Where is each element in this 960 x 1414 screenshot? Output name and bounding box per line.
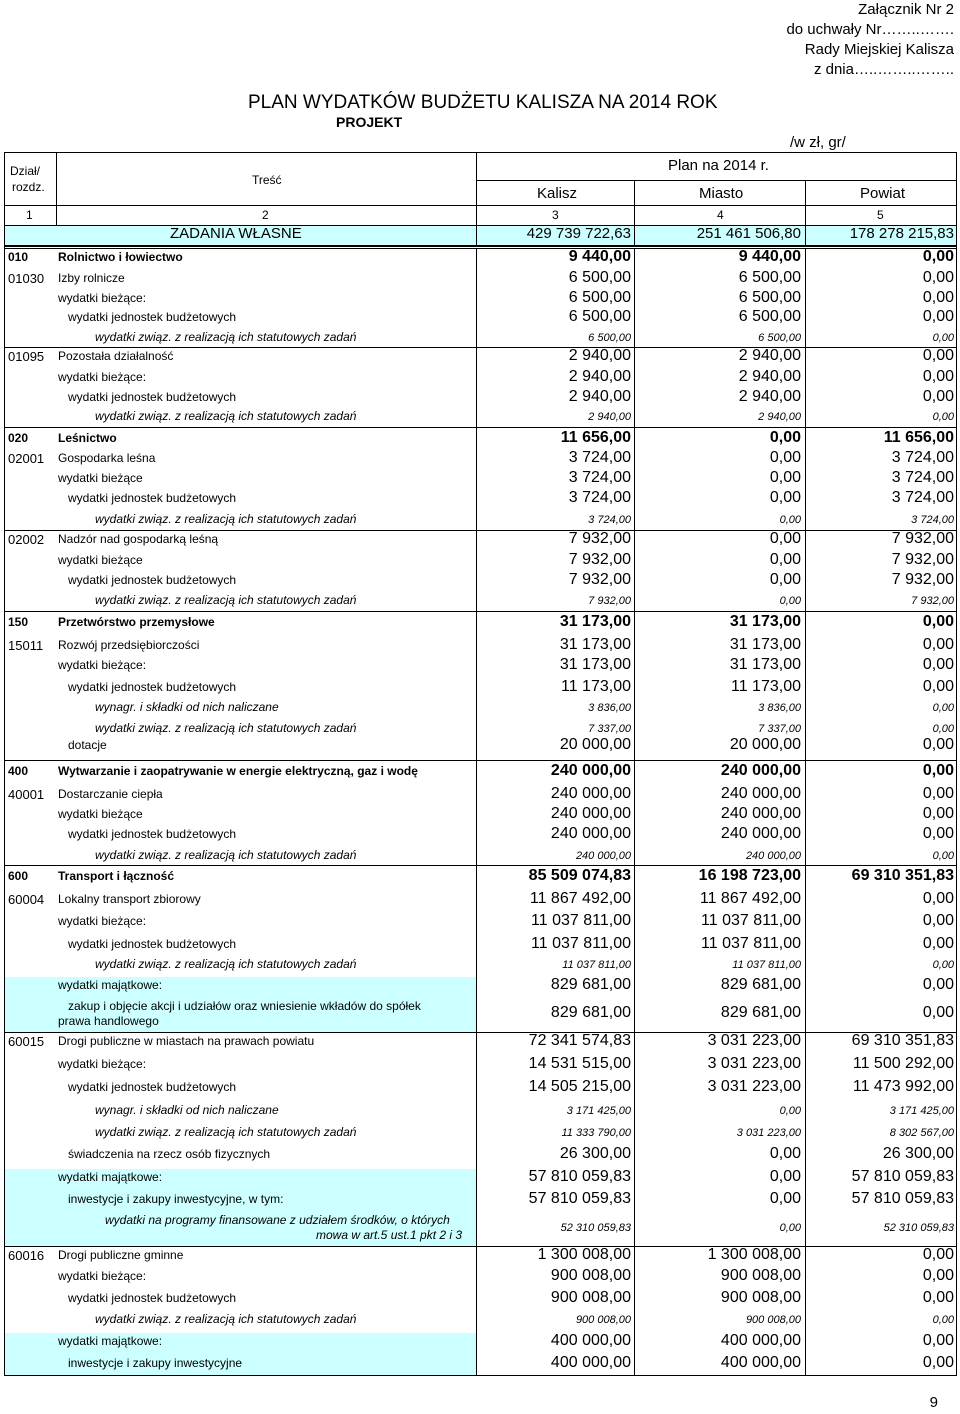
amount-kalisz: 7 932,00: [568, 571, 631, 588]
amount-miasto: 240 000,00: [745, 850, 801, 862]
amount-powiat: 69 310 351,83: [851, 867, 954, 884]
amount-powiat: 0,00: [922, 656, 954, 673]
amount-powiat: 3 724,00: [891, 469, 954, 486]
row-label: Rozwój przedsiębiorczości: [58, 638, 200, 652]
amount-powiat: 0,00: [932, 723, 954, 735]
header-kalisz: Kalisz: [537, 185, 578, 202]
amount-powiat: 0,00: [922, 762, 954, 779]
header-rozdz: rozdz.: [12, 180, 45, 194]
amount-kalisz: 7 932,00: [568, 530, 631, 547]
amount-kalisz: 11 037 811,00: [531, 912, 631, 929]
amount-kalisz: 11 656,00: [560, 429, 631, 446]
amount-miasto: 3 836,00: [758, 702, 801, 714]
amount-powiat: 0,00: [932, 411, 954, 423]
amount-powiat: 0,00: [922, 289, 954, 306]
row-label: wydatki jednostek budżetowych: [68, 937, 237, 951]
row-label: Gospodarka leśna: [58, 451, 156, 465]
amount-kalisz: 57 810 059,83: [528, 1190, 631, 1207]
amount-powiat: 26 300,00: [882, 1145, 954, 1162]
amount-powiat: 0,00: [922, 1354, 954, 1371]
amount-miasto: 11 037 811,00: [732, 959, 801, 971]
amount-kalisz: 6 500,00: [568, 308, 631, 325]
amount-miasto: 3 031 223,00: [707, 1032, 801, 1049]
row-label: wydatki związ. z realizacją ich statutowych zadań: [95, 957, 357, 971]
amount-kalisz: 2 940,00: [568, 347, 631, 364]
amount-miasto: 240 000,00: [720, 825, 801, 842]
amount-miasto: 11 173,00: [731, 678, 801, 695]
header-plan: Plan na 2014 r.: [668, 157, 769, 174]
amount-miasto: 829 681,00: [720, 976, 801, 993]
amount-powiat: 7 932,00: [891, 571, 954, 588]
row-label: inwestycje i zakupy inwestycyjne: [68, 1356, 243, 1370]
row-label: Transport i łączność: [58, 869, 175, 883]
section-divider: [4, 865, 957, 866]
section-divider: [4, 427, 957, 428]
row-label: Drogi publiczne w miastach na prawach powiatu: [58, 1034, 315, 1048]
amount-powiat: 0,00: [922, 347, 954, 364]
row-label: Leśnictwo: [58, 431, 117, 445]
amount-powiat: 0,00: [922, 935, 954, 952]
row-label: wydatki jednostek budżetowych: [68, 1291, 237, 1305]
row-code: 020: [8, 431, 29, 445]
row-label: Wytwarzanie i zaopatrywanie w energie elektryczną, gaz i wodę: [58, 764, 418, 778]
amount-kalisz: 900 008,00: [575, 1314, 631, 1326]
row-label: Nadzór nad gospodarką leśną: [58, 532, 219, 546]
row-code: 60004: [8, 892, 45, 907]
row-label: wydatki jednostek budżetowych: [68, 310, 237, 324]
row-label: wydatki bieżące:: [58, 658, 147, 672]
amount-miasto: 240 000,00: [720, 762, 801, 779]
amount-miasto: 400 000,00: [720, 1354, 801, 1371]
amount-powiat: 52 310 059,83: [883, 1222, 954, 1234]
row-label: wydatki bieżące:: [58, 1269, 147, 1283]
amount-miasto: 0,00: [769, 469, 801, 486]
amount-miasto: 2 940,00: [738, 388, 801, 405]
amount-kalisz: 240 000,00: [550, 825, 631, 842]
amount-powiat: 0,00: [922, 890, 954, 907]
amount-miasto: 400 000,00: [720, 1332, 801, 1349]
row-label: dotacje: [68, 738, 107, 752]
amount-miasto: 0,00: [769, 1145, 801, 1162]
amount-miasto: 6 500,00: [758, 332, 801, 344]
amount-powiat: 0,00: [922, 613, 954, 630]
row-label: wydatki na programy finansowane z udziałem środków, o których: [105, 1213, 450, 1227]
header-miasto: Miasto: [699, 185, 744, 202]
amount-kalisz: 3 171 425,00: [566, 1105, 631, 1117]
amount-powiat: 69 310 351,83: [851, 1032, 954, 1049]
row-label: wydatki bieżące: [58, 553, 143, 567]
amount-kalisz: 11 173,00: [561, 678, 631, 695]
row-label: Izby rolnicze: [58, 271, 125, 285]
amount-kalisz: 6 500,00: [568, 269, 631, 286]
amount-miasto: 3 031 223,00: [736, 1127, 801, 1139]
amount-powiat: 0,00: [932, 959, 954, 971]
amount-kalisz: 240 000,00: [550, 785, 631, 802]
row-label: wynagr. i składki od nich naliczane: [95, 700, 279, 714]
header-tresc: Treść: [252, 173, 282, 187]
amount-powiat: 0,00: [922, 825, 954, 842]
row-code: 60016: [8, 1248, 45, 1263]
amount-kalisz: 400 000,00: [550, 1332, 631, 1349]
amount-powiat: 0,00: [922, 1332, 954, 1349]
row-label: wydatki bieżące:: [58, 1057, 147, 1071]
amount-kalisz: 900 008,00: [550, 1267, 631, 1284]
amount-miasto: 0,00: [769, 1168, 801, 1185]
row-code: 150: [8, 615, 29, 629]
amount-miasto: 0,00: [769, 429, 801, 446]
amount-kalisz: 7 932,00: [588, 595, 631, 607]
amount-powiat: 3 724,00: [891, 489, 954, 506]
amount-kalisz: 7 932,00: [568, 551, 631, 568]
amount-powiat: 57 810 059,83: [851, 1190, 954, 1207]
row-code: 01095: [8, 349, 45, 364]
row-label: wydatki jednostek budżetowych: [68, 573, 237, 587]
amount-kalisz: 57 810 059,83: [528, 1168, 631, 1185]
amount-kalisz: 2 940,00: [588, 411, 631, 423]
amount-powiat: 0,00: [922, 1267, 954, 1284]
header-dzial: Dział/: [10, 164, 41, 178]
total-miasto: 251 461 506,80: [696, 225, 801, 242]
amount-kalisz: 829 681,00: [550, 976, 631, 993]
amount-miasto: 0,00: [769, 489, 801, 506]
section-divider: [4, 760, 957, 761]
amount-miasto: 0,00: [769, 530, 801, 547]
amount-powiat: 0,00: [922, 678, 954, 695]
amount-powiat: 0,00: [922, 976, 954, 993]
amount-kalisz: 9 440,00: [568, 248, 631, 265]
amount-miasto: 3 031 223,00: [707, 1078, 801, 1095]
annex-date: z dnia…..……..……..: [813, 61, 954, 78]
amount-miasto: 31 173,00: [729, 636, 801, 653]
amount-kalisz: 3 836,00: [588, 702, 631, 714]
amount-powiat: 0,00: [922, 308, 954, 325]
row-label: wydatki majątkowe:: [58, 1170, 163, 1184]
amount-miasto: 0,00: [779, 1222, 801, 1234]
header-col-5: 5: [877, 208, 884, 222]
amount-kalisz: 31 173,00: [559, 636, 631, 653]
amount-kalisz: 2 940,00: [568, 388, 631, 405]
header-col-2: 2: [262, 208, 269, 222]
header-col-1: 1: [26, 208, 33, 222]
amount-miasto: 829 681,00: [720, 1004, 801, 1021]
amount-miasto: 7 337,00: [758, 723, 801, 735]
amount-kalisz: 3 724,00: [588, 514, 631, 526]
row-label: inwestycje i zakupy inwestycyjne, w tym:: [68, 1192, 284, 1206]
amount-kalisz: 11 333 790,00: [561, 1127, 631, 1139]
amount-powiat: 0,00: [922, 388, 954, 405]
amount-miasto: 900 008,00: [720, 1289, 801, 1306]
amount-miasto: 6 500,00: [738, 308, 801, 325]
amount-miasto: 900 008,00: [745, 1314, 801, 1326]
amount-kalisz: 1 300 008,00: [537, 1246, 631, 1263]
amount-miasto: 0,00: [779, 1105, 801, 1117]
row-label: zakup i objęcie akcji i udziałów oraz wniesienie wkładów do spółek: [68, 999, 421, 1013]
row-label: wydatki związ. z realizacją ich statutowych zadań: [95, 721, 357, 735]
row-label: wydatki bieżące:: [58, 370, 147, 384]
row-label: wydatki bieżące: [58, 807, 143, 821]
amount-powiat: 3 724,00: [911, 514, 954, 526]
amount-kalisz: 52 310 059,83: [560, 1222, 631, 1234]
amount-kalisz: 14 531 515,00: [528, 1055, 631, 1072]
row-label: wydatki związ. z realizacją ich statutowych zadań: [95, 848, 357, 862]
row-label: świadczenia na rzecz osób fizycznych: [68, 1147, 271, 1161]
amount-miasto: 0,00: [779, 514, 801, 526]
amount-powiat: 7 932,00: [891, 551, 954, 568]
amount-kalisz: 72 341 574,83: [528, 1032, 631, 1049]
amount-powiat: 0,00: [922, 368, 954, 385]
amount-kalisz: 3 724,00: [568, 469, 631, 486]
row-label: wydatki bieżące:: [58, 914, 147, 928]
amount-miasto: 900 008,00: [720, 1267, 801, 1284]
amount-kalisz: 85 509 074,83: [528, 867, 631, 884]
amount-miasto: 0,00: [769, 449, 801, 466]
amount-powiat: 0,00: [922, 269, 954, 286]
amount-miasto: 6 500,00: [738, 269, 801, 286]
row-label: wydatki związ. z realizacją ich statutowych zadań: [95, 1125, 357, 1139]
amount-powiat: 0,00: [922, 1246, 954, 1263]
document-subtitle: PROJEKT: [336, 114, 403, 130]
annex-resolution: do uchwały Nr……..…….: [786, 21, 954, 38]
document-title: PLAN WYDATKÓW BUDŻETU KALISZA NA 2014 ROK: [248, 92, 718, 113]
amount-kalisz: 7 337,00: [588, 723, 631, 735]
amount-kalisz: 14 505 215,00: [528, 1078, 631, 1095]
amount-kalisz: 26 300,00: [559, 1145, 631, 1162]
amount-powiat: 0,00: [932, 1314, 954, 1326]
amount-miasto: 240 000,00: [720, 785, 801, 802]
row-label: wydatki jednostek budżetowych: [68, 1080, 237, 1094]
amount-kalisz: 2 940,00: [568, 368, 631, 385]
row-code: 600: [8, 869, 29, 883]
annex-number: Załącznik Nr 2: [858, 1, 954, 18]
amount-powiat: 11 500 292,00: [852, 1055, 954, 1072]
amount-powiat: 0,00: [922, 805, 954, 822]
amount-miasto: 31 173,00: [729, 656, 801, 673]
row-code: 40001: [8, 787, 45, 802]
row-label: wydatki związ. z realizacją ich statutowych zadań: [95, 330, 357, 344]
row-label: Dostarczanie ciepła: [58, 787, 163, 801]
amount-miasto: 1 300 008,00: [707, 1246, 801, 1263]
row-label: wydatki związ. z realizacją ich statutowych zadań: [95, 593, 357, 607]
header-powiat: Powiat: [860, 185, 906, 202]
amount-miasto: 11 037 811,00: [701, 935, 801, 952]
row-code: 60015: [8, 1034, 45, 1049]
amount-kalisz: 3 724,00: [568, 489, 631, 506]
row-label: Drogi publiczne gminne: [58, 1248, 184, 1262]
row-label: Lokalny transport zbiorowy: [58, 892, 201, 906]
amount-kalisz: 11 037 811,00: [531, 935, 631, 952]
page-number: 9: [929, 1394, 938, 1411]
amount-powiat: 0,00: [932, 332, 954, 344]
row-label: Pozostała działalność: [58, 349, 174, 363]
row-label: wydatki jednostek budżetowych: [68, 680, 237, 694]
row-label: wydatki majątkowe:: [58, 978, 163, 992]
amount-kalisz: 11 867 492,00: [529, 890, 631, 907]
amount-miasto: 3 031 223,00: [707, 1055, 801, 1072]
amount-miasto: 0,00: [769, 1190, 801, 1207]
amount-miasto: 31 173,00: [729, 613, 801, 630]
row-code: 01030: [8, 271, 45, 286]
amount-powiat: 11 473 992,00: [852, 1078, 954, 1095]
row-label: Przetwórstwo przemysłowe: [58, 615, 215, 629]
amount-miasto: 240 000,00: [720, 805, 801, 822]
row-label: wydatki jednostek budżetowych: [68, 827, 237, 841]
amount-powiat: 3 724,00: [891, 449, 954, 466]
total-powiat: 178 278 215,83: [849, 225, 954, 242]
amount-powiat: 0,00: [922, 736, 954, 753]
amount-powiat: 0,00: [922, 912, 954, 929]
amount-kalisz: 11 037 811,00: [562, 959, 631, 971]
amount-powiat: 0,00: [922, 785, 954, 802]
amount-powiat: 0,00: [932, 702, 954, 714]
amount-miasto: 2 940,00: [738, 368, 801, 385]
row-label: wydatki związ. z realizacją ich statutowych zadań: [95, 409, 357, 423]
row-code: 02001: [8, 451, 45, 466]
row-label: Rolnictwo i łowiectwo: [58, 250, 183, 264]
amount-kalisz: 3 724,00: [568, 449, 631, 466]
row-label-cont: mowa w art.5 ust.1 pkt 2 i 3: [316, 1228, 463, 1242]
amount-kalisz: 240 000,00: [550, 762, 631, 779]
amount-miasto: 11 037 811,00: [701, 912, 801, 929]
amount-miasto: 2 940,00: [758, 411, 801, 423]
amount-powiat: 7 932,00: [911, 595, 954, 607]
amount-powiat: 0,00: [932, 850, 954, 862]
section-divider: [4, 611, 957, 612]
row-label: wydatki związ. z realizacją ich statutowych zadań: [95, 1312, 357, 1326]
amount-kalisz: 240 000,00: [575, 850, 631, 862]
amount-kalisz: 20 000,00: [559, 736, 631, 753]
row-label-cont: prawa handlowego: [58, 1014, 159, 1028]
unit-label: /w zł, gr/: [790, 134, 846, 151]
amount-powiat: 0,00: [922, 636, 954, 653]
amount-miasto: 6 500,00: [738, 289, 801, 306]
amount-kalisz: 829 681,00: [550, 1004, 631, 1021]
amount-miasto: 11 867 492,00: [699, 890, 801, 907]
row-label: wydatki bieżące:: [58, 291, 147, 305]
amount-powiat: 8 302 567,00: [889, 1127, 954, 1139]
total-kalisz: 429 739 722,63: [526, 225, 631, 242]
amount-miasto: 0,00: [769, 551, 801, 568]
amount-miasto: 16 198 723,00: [698, 867, 801, 884]
row-code: 15011: [8, 638, 44, 653]
amount-kalisz: 31 173,00: [559, 613, 631, 630]
amount-miasto: 20 000,00: [729, 736, 801, 753]
row-label: wydatki majątkowe:: [58, 1334, 163, 1348]
total-label: ZADANIA WŁASNE: [170, 225, 302, 242]
header-col-4: 4: [717, 208, 724, 222]
amount-powiat: 0,00: [922, 1004, 954, 1021]
annex-council: Rady Miejskiej Kalisza: [804, 41, 954, 58]
amount-powiat: 0,00: [922, 1289, 954, 1306]
amount-miasto: 0,00: [779, 595, 801, 607]
amount-miasto: 2 940,00: [738, 347, 801, 364]
amount-kalisz: 240 000,00: [550, 805, 631, 822]
amount-kalisz: 900 008,00: [550, 1289, 631, 1306]
row-label: wynagr. i składki od nich naliczane: [95, 1103, 279, 1117]
amount-kalisz: 400 000,00: [550, 1354, 631, 1371]
row-label: wydatki jednostek budżetowych: [68, 390, 237, 404]
row-label: wydatki bieżące: [58, 471, 143, 485]
amount-powiat: 11 656,00: [883, 429, 954, 446]
amount-powiat: 7 932,00: [891, 530, 954, 547]
row-code: 02002: [8, 532, 45, 547]
amount-kalisz: 6 500,00: [588, 332, 631, 344]
section-divider: [4, 246, 957, 247]
amount-powiat: 0,00: [922, 248, 954, 265]
header-col-3: 3: [552, 208, 559, 222]
amount-miasto: 9 440,00: [738, 248, 801, 265]
row-label: wydatki związ. z realizacją ich statutowych zadań: [95, 512, 357, 526]
row-label: wydatki jednostek budżetowych: [68, 491, 237, 505]
row-code: 010: [8, 250, 29, 264]
amount-miasto: 0,00: [769, 571, 801, 588]
row-code: 400: [8, 764, 29, 778]
amount-kalisz: 6 500,00: [568, 289, 631, 306]
amount-kalisz: 31 173,00: [559, 656, 631, 673]
amount-powiat: 3 171 425,00: [889, 1105, 954, 1117]
amount-powiat: 57 810 059,83: [851, 1168, 954, 1185]
